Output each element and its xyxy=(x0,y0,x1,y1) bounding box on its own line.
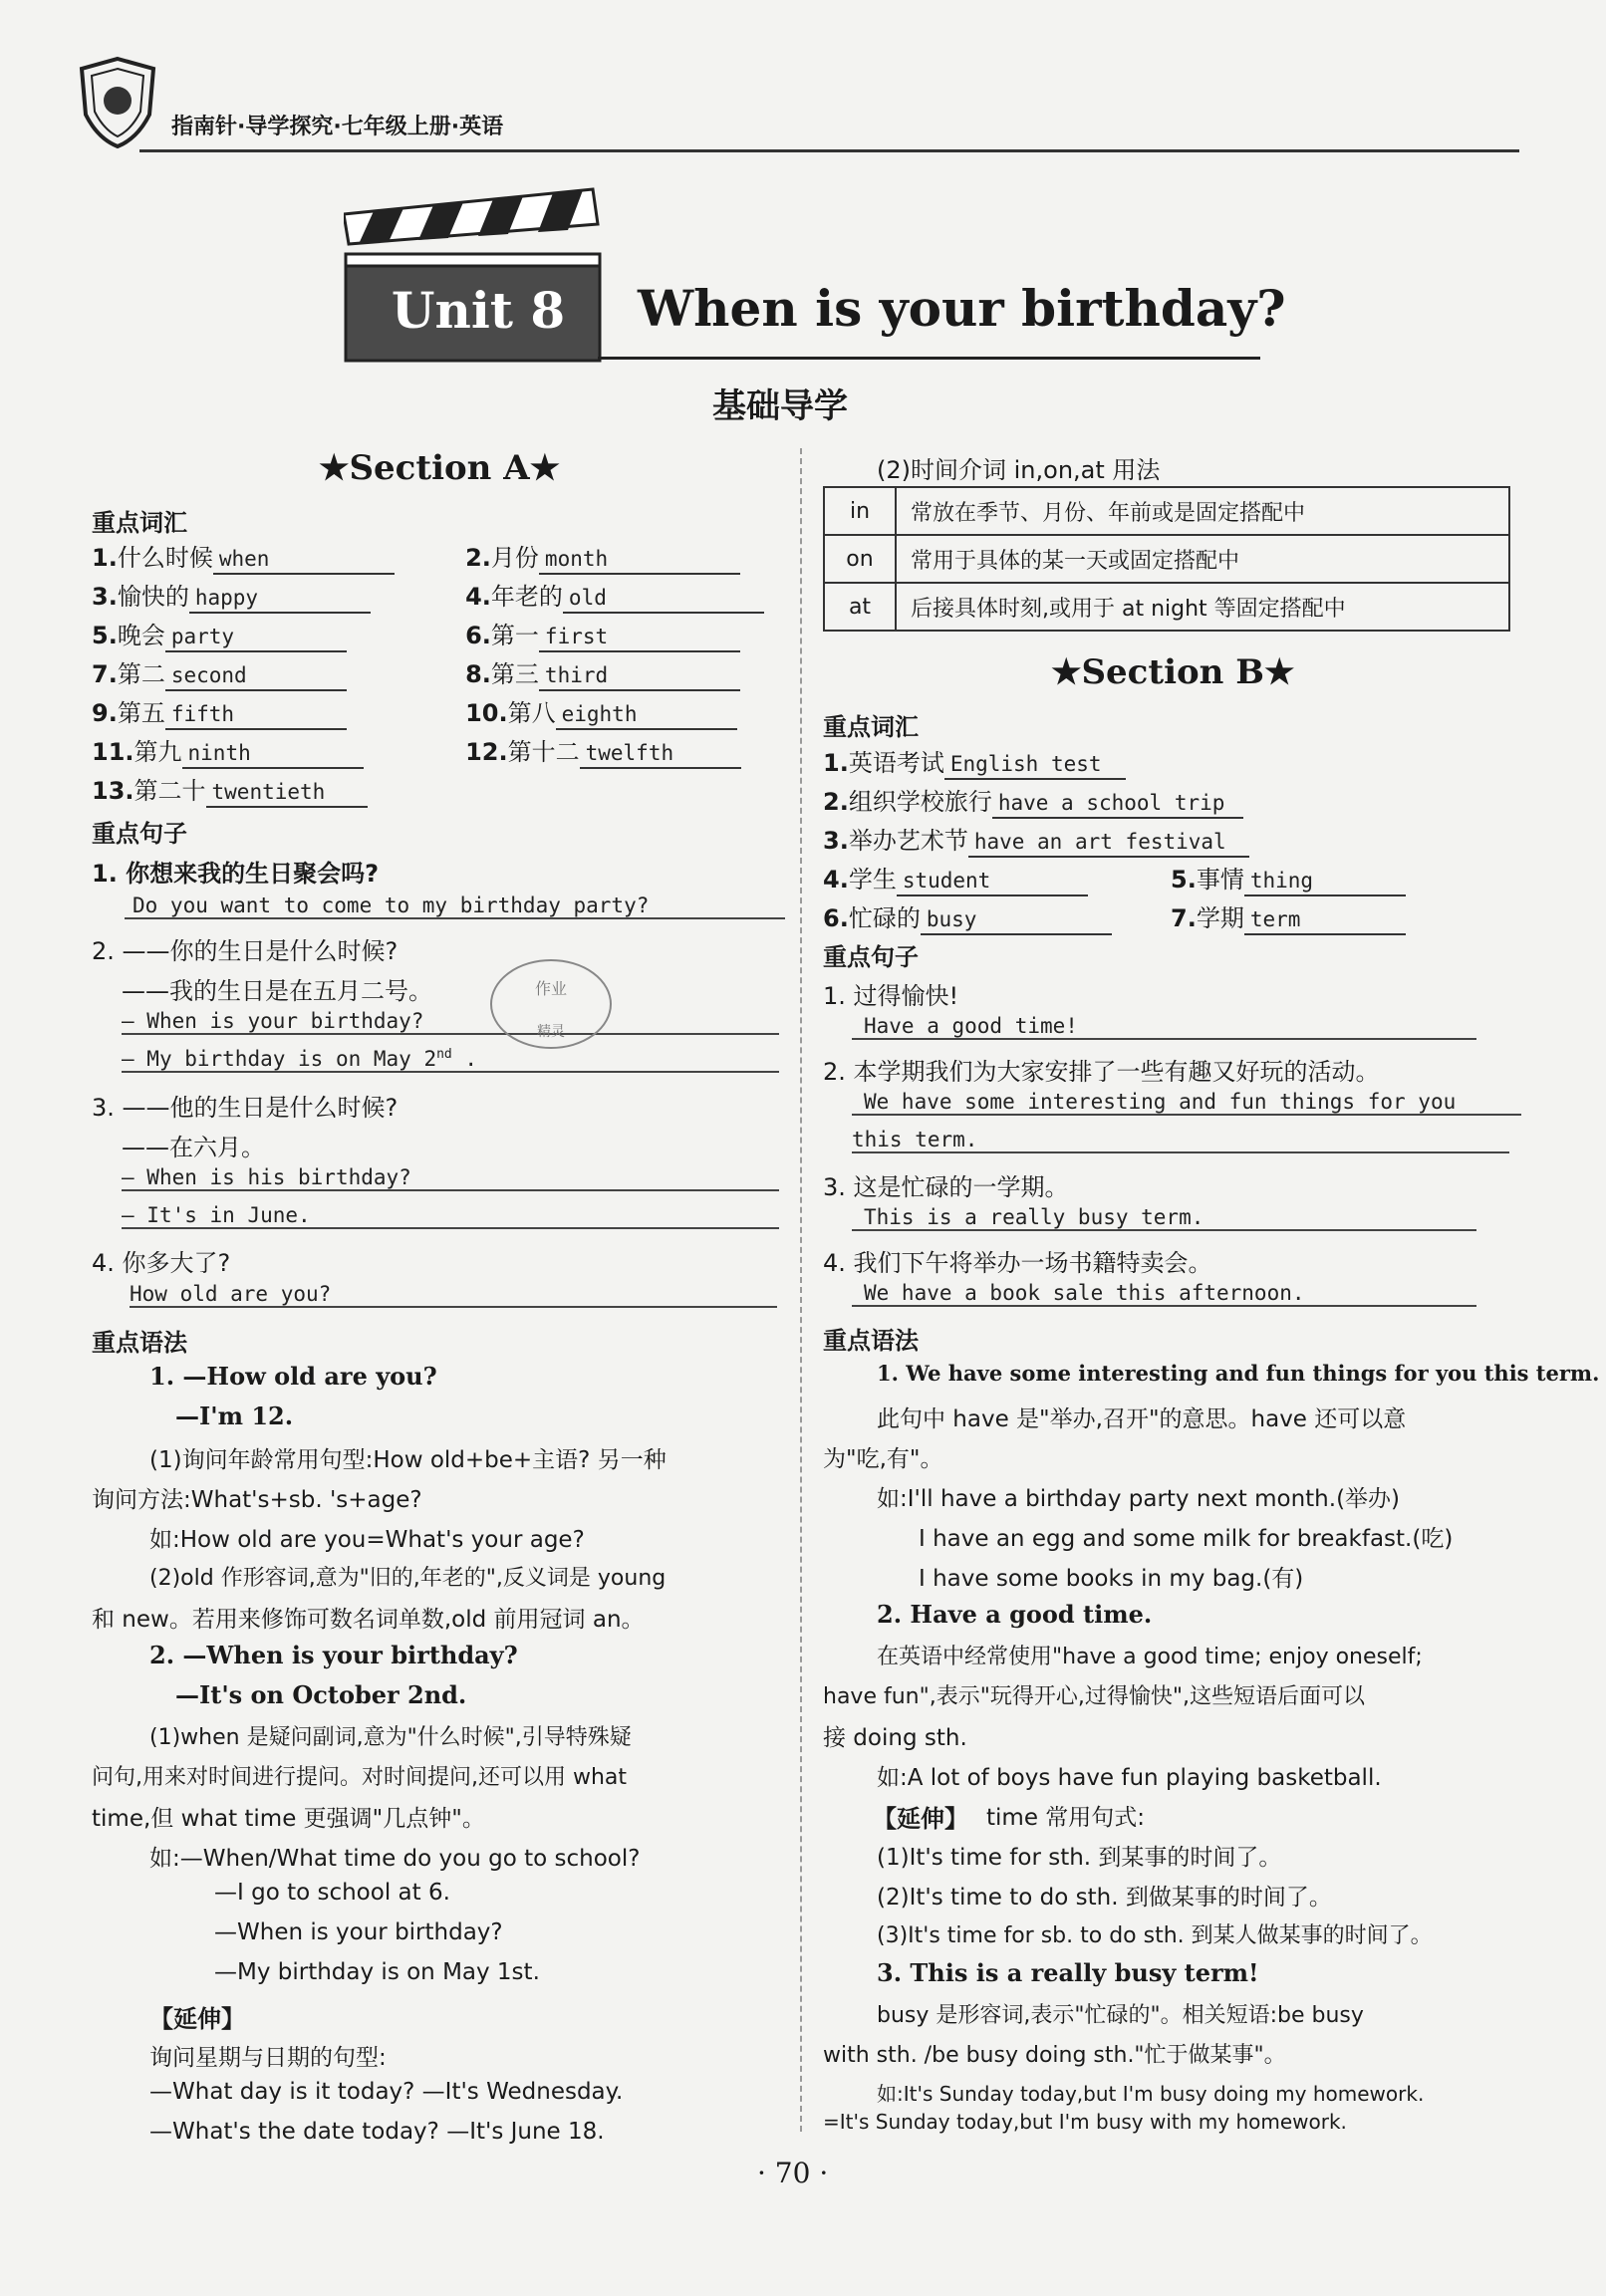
grammar-example: 如:How old are you=What's your age? xyxy=(149,1527,585,1553)
grammar-point-title: 3. This is a really busy term! xyxy=(877,1958,1259,1987)
answer-line: How old are you? xyxy=(130,1282,777,1308)
extension-text: (3)It's time for sb. to do sth. 到某人做某事的时间了。 xyxy=(877,1923,1433,1948)
page-number: · 70 · xyxy=(757,2157,829,2189)
header-rule xyxy=(139,149,1519,152)
table-row: on 常用于具体的某一天或固定搭配中 xyxy=(824,535,1509,583)
answer-line: This is a really busy term. xyxy=(852,1205,1476,1231)
extension-text: —What's the date today? —It's June 18. xyxy=(149,2119,605,2145)
grammar-example: —When is your birthday? xyxy=(214,1919,503,1945)
answer-line: We have a book sale this afternoon. xyxy=(852,1281,1476,1307)
section-a-vocab-heading: 重点词汇 xyxy=(92,509,187,537)
publisher-logo-icon xyxy=(78,55,157,149)
section-b-sentence-heading: 重点句子 xyxy=(823,943,919,971)
svg-text:作业: 作业 xyxy=(534,979,568,998)
vocab-item: 3.举办艺术节 have an art festival xyxy=(823,821,1249,858)
answer-blank: English test xyxy=(944,752,1126,780)
grammar-text: 在英语中经常使用"have a good time; enjoy oneself; xyxy=(877,1645,1423,1669)
grammar-text: (1)when 是疑问副词,意为"什么时候",引导特殊疑 xyxy=(149,1725,632,1750)
sentence-prompt: 4. 我们下午将举办一场书籍特卖会。 xyxy=(823,1249,1212,1277)
vocab-item: 5.事情 thing xyxy=(1171,860,1406,896)
section-a-grammar-heading: 重点语法 xyxy=(92,1329,187,1357)
answer-line: this term. xyxy=(852,1128,1509,1153)
unit-label: Unit 8 xyxy=(391,281,566,340)
grammar-text: with sth. /be busy doing sth."忙于做某事"。 xyxy=(823,2043,1286,2068)
grammar-text: 为"吃,有"。 xyxy=(823,1446,943,1472)
grammar-text: have fun",表示"玩得开心,过得愉快",这些短语后面可以 xyxy=(823,1684,1365,1709)
grammar-text: time,但 what time 更强调"几点钟"。 xyxy=(92,1806,485,1832)
answer-blank: twelfth xyxy=(580,741,741,769)
grammar-example: 如:—When/What time do you go to school? xyxy=(149,1846,641,1872)
section-b-grammar-heading: 重点语法 xyxy=(823,1327,919,1355)
answer-line: — It's in June. xyxy=(122,1203,779,1229)
unit-title: When is your birthday? xyxy=(638,279,1286,338)
answer-line: Have a good time! xyxy=(852,1014,1476,1040)
grammar-example: I have some books in my bag.(有) xyxy=(919,1566,1304,1592)
grammar-example: 如:I'll have a birthday party next month.(举办) xyxy=(877,1486,1401,1512)
grammar-text: 问句,用来对时间进行提问。对时间提问,还可以用 what xyxy=(92,1765,628,1790)
sentence-prompt: 1. 过得愉快! xyxy=(823,982,959,1010)
grammar-example: 如:It's Sunday today,but I'm busy doing my homework. xyxy=(877,2082,1425,2106)
page-subtitle: 基础导学 xyxy=(712,386,848,426)
extension-text: 询问星期与日期的句型: xyxy=(149,2045,387,2071)
book-series-title: 指南针·导学探究·七年级上册·英语 xyxy=(171,115,504,139)
column-divider xyxy=(800,448,802,2132)
sentence-prompt: ——我的生日是在五月二号。 xyxy=(122,977,432,1005)
answer-blank: party xyxy=(165,625,347,652)
answer-blank: second xyxy=(165,663,347,691)
grammar-example: =It's Sunday today,but I'm busy with my homework. xyxy=(823,2110,1347,2134)
grammar-example: —My birthday is on May 1st. xyxy=(214,1959,540,1985)
answer-blank: old xyxy=(563,586,764,614)
answer-blank: have a school trip xyxy=(992,791,1243,819)
extension-text: (1)It's time for sth. 到某事的时间了。 xyxy=(877,1845,1282,1871)
section-a-sentence-heading: 重点句子 xyxy=(92,820,187,848)
sentence-prompt: 3. ——他的生日是什么时候? xyxy=(92,1094,399,1122)
answer-blank: when xyxy=(213,547,395,575)
grammar-text: 和 new。若用来修饰可数名词单数,old 前用冠词 an。 xyxy=(92,1607,645,1633)
answer-blank: busy xyxy=(921,907,1112,935)
answer-line: — My birthday is on May 2nd . xyxy=(122,1047,779,1073)
answer-blank: ninth xyxy=(182,741,364,769)
prep-usage-table xyxy=(823,486,1510,632)
vocab-item: 4.学生 student xyxy=(823,860,1088,896)
grammar-example: I have an egg and some milk for breakfast.(吃) xyxy=(919,1526,1454,1552)
vocab-item: 6.忙碌的 busy xyxy=(823,898,1112,935)
answer-blank: student xyxy=(897,869,1088,896)
answer-blank: have an art festival xyxy=(968,830,1249,858)
sentence-prompt: 3. 这是忙碌的一学期。 xyxy=(823,1173,1069,1201)
grammar-text: 接 doing sth. xyxy=(823,1725,967,1751)
section-a-vocab-list: 1.什么时候 when 2.月份 month 3.愉快的 happy 4.年老的 old 5.晚会 party 6.第一 first 7.第二 second 8.第三 third 9.第五 fifth 10.第八 eighth 11.第九 ninth 12.第十二 twelfth 13.第二十 twentieth xyxy=(92,538,789,810)
grammar-text: (2)old 作形容词,意为"旧的,年老的",反义词是 young xyxy=(149,1566,667,1591)
sentence-prompt: 1. 你想来我的生日聚会吗? xyxy=(92,860,380,888)
answer-blank: eighth xyxy=(556,702,737,730)
answer-blank: thing xyxy=(1244,869,1406,896)
table-row: in 常放在季节、月份、年前或是固定搭配中 xyxy=(824,487,1509,535)
sentence-prompt: 2. 本学期我们为大家安排了一些有趣又好玩的活动。 xyxy=(823,1058,1380,1086)
vocab-item: 2.组织学校旅行 have a school trip xyxy=(823,782,1243,819)
section-b-vocab-heading: 重点词汇 xyxy=(823,713,919,741)
answer-blank: first xyxy=(539,625,740,652)
section-a-heading: ★Section A★ xyxy=(319,448,561,488)
grammar-point-title: —It's on October 2nd. xyxy=(175,1680,467,1709)
grammar-example: 如:A lot of boys have fun playing basketball. xyxy=(877,1765,1382,1791)
vocab-item: 7.学期 term xyxy=(1171,898,1406,935)
answer-blank: term xyxy=(1244,907,1406,935)
answer-blank: twentieth xyxy=(206,780,368,808)
grammar-point-title: 2. —When is your birthday? xyxy=(149,1641,518,1669)
answer-line: Do you want to come to my birthday party? xyxy=(125,893,785,919)
sentence-prompt: 2. ——你的生日是什么时候? xyxy=(92,937,399,965)
title-rule xyxy=(598,357,1260,360)
section-b-heading: ★Section B★ xyxy=(1051,652,1295,692)
grammar-point-title: 1. We have some interesting and fun things for you this term. xyxy=(877,1361,1600,1386)
prep-table-title: (2)时间介词 in,on,at 用法 xyxy=(877,456,1161,484)
grammar-point-title: —I'm 12. xyxy=(175,1402,294,1430)
svg-text:精灵: 精灵 xyxy=(537,1024,565,1040)
extension-text: time 常用句式: xyxy=(986,1805,1146,1831)
answer-line: — When is your birthday? xyxy=(122,1009,779,1035)
sentence-prompt: ——在六月。 xyxy=(122,1134,265,1161)
homework-stamp-icon xyxy=(486,954,616,1054)
grammar-text: (1)询问年龄常用句型:How old+be+主语? 另一种 xyxy=(149,1447,667,1473)
sentence-prompt: 4. 你多大了? xyxy=(92,1249,231,1277)
vocab-item: 1.英语考试 English test xyxy=(823,743,1126,780)
extension-text: —What day is it today? —It's Wednesday. xyxy=(149,2079,624,2105)
answer-blank: happy xyxy=(189,586,371,614)
answer-blank: fifth xyxy=(165,702,347,730)
grammar-text: 询问方法:What's+sb. 's+age? xyxy=(92,1487,422,1513)
answer-line: We have some interesting and fun things for you xyxy=(852,1090,1521,1116)
answer-blank: third xyxy=(539,663,740,691)
grammar-point-title: 2. Have a good time. xyxy=(877,1600,1153,1629)
extension-text: (2)It's time to do sth. 到做某事的时间了。 xyxy=(877,1885,1332,1911)
table-row: at 后接具体时刻,或用于 at night 等固定搭配中 xyxy=(824,583,1509,631)
grammar-example: —I go to school at 6. xyxy=(214,1880,450,1906)
grammar-text: 此句中 have 是"举办,召开"的意思。have 还可以意 xyxy=(877,1406,1407,1432)
answer-blank: month xyxy=(539,547,740,575)
extension-heading: 【延伸】 xyxy=(873,1805,968,1833)
grammar-text: busy 是形容词,表示"忙碌的"。相关短语:be busy xyxy=(877,2003,1364,2028)
extension-heading: 【延伸】 xyxy=(149,2005,245,2033)
answer-line: — When is his birthday? xyxy=(122,1165,779,1191)
grammar-point-title: 1. —How old are you? xyxy=(149,1362,437,1391)
